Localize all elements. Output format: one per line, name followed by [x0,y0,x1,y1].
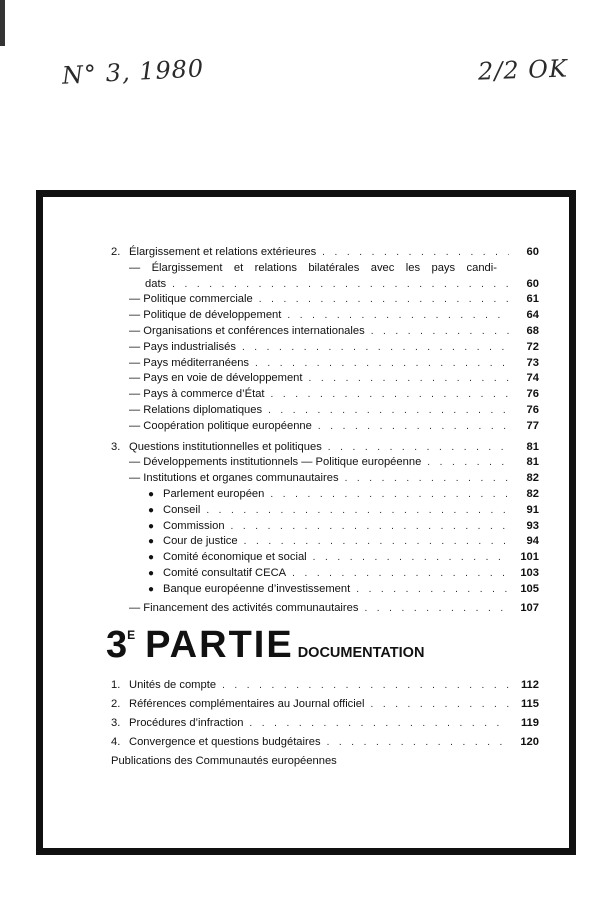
toc-item[interactable] [111,419,539,435]
section-number: 3. [111,440,121,453]
toc-item[interactable] [111,356,539,372]
toc-item[interactable] [111,371,539,387]
item-title: Parlement européen [163,487,265,500]
toc-item[interactable] [111,387,539,403]
item-title: Banque européenne d’investissement [163,582,351,595]
section-title: Élargissement et relations extérieures [129,246,317,258]
toc-item[interactable] [111,324,539,340]
toc-item[interactable] [111,601,539,617]
toc-item[interactable] [111,471,539,487]
leader-dots [268,403,509,419]
part-number-superscript: E [127,628,136,643]
documentation-list [111,676,539,771]
leader-dots [345,471,509,487]
toc-item-continuation[interactable] [111,277,539,293]
page-number: 81 [526,440,539,453]
item-title: — Pays méditerranéens [129,356,250,369]
leader-dots [255,356,509,372]
item-title: — Pays en voie de développement [129,372,303,385]
leader-dots [249,714,509,733]
page-number: 103 [520,566,539,579]
leader-dots [172,277,509,293]
leader-dots [328,440,509,456]
leader-dots [271,387,509,403]
toc-item[interactable] [111,403,539,419]
item-title: Cour de justice [163,535,238,548]
toc-bullet-item[interactable] [111,550,539,566]
item-title: — Pays industrialisés [129,340,236,353]
leader-dots [244,534,509,550]
page-number: 120 [520,736,539,749]
toc-bullet-item[interactable] [111,503,539,519]
page-number: 107 [520,601,539,614]
leader-dots [327,733,509,752]
item-title: — Politique commerciale [129,293,253,306]
bullet-icon: ● [148,552,155,564]
page-number: 81 [526,456,539,469]
bullet-icon: ● [148,488,155,500]
item-title-line2: dats [145,277,167,290]
page-number: 72 [526,340,539,353]
leader-dots [231,519,509,535]
item-title: Commission [163,519,225,532]
page-number: 77 [526,419,539,432]
leader-dots [313,550,509,566]
item-title: Conseil [163,503,201,516]
page-number: 82 [526,487,539,500]
leader-dots [318,419,509,435]
toc-doc-item[interactable] [111,733,539,752]
leader-dots [322,245,509,261]
bullet-icon: ● [148,536,155,548]
toc-bullet-item[interactable] [111,487,539,503]
bullet-icon: ● [148,567,155,579]
part-subtitle: DOCUMENTATION [297,645,425,662]
page-number: 115 [520,698,539,711]
toc-publications[interactable] [111,752,539,771]
page-number: 76 [526,388,539,401]
item-number: 4. [111,736,121,749]
page-number: 112 [520,679,539,692]
toc-doc-item[interactable] [111,676,539,695]
item-title: — Institutions et organes communautaires [129,472,339,485]
section-number: 2. [111,246,121,258]
page-number: 64 [526,309,539,322]
table-of-contents [106,245,539,771]
toc-item[interactable] [111,292,539,308]
leader-dots [370,695,509,714]
toc-doc-item[interactable] [111,695,539,714]
toc-item[interactable] [111,308,539,324]
handwritten-issue-note: N° 3, 1980 [61,54,205,90]
leader-dots [242,340,509,356]
page-number: 60 [526,277,539,290]
toc-item[interactable] [111,455,539,471]
toc-bullet-item[interactable] [111,534,539,550]
page-number: 82 [526,472,539,485]
toc-doc-item[interactable] [111,714,539,733]
page-number: 74 [526,372,539,385]
page-number: 91 [526,503,539,516]
leader-dots [206,503,509,519]
item-title: — Pays à commerce d’État [129,388,265,401]
page-number: 60 [526,246,539,258]
leader-dots [356,582,509,598]
item-title: — Financement des activités communautaires [129,601,359,614]
page-number: 76 [526,403,539,416]
page-number: 119 [520,717,539,730]
toc-bullet-item[interactable] [111,582,539,598]
leader-dots [222,676,509,695]
leader-dots [259,292,509,308]
item-title: Comité économique et social [163,551,307,564]
leader-dots [270,487,509,503]
item-number: 2. [111,698,121,711]
item-title: Convergence et questions budgétaires [129,736,321,749]
toc-bullet-item[interactable] [111,566,539,582]
page-number: 73 [526,356,539,369]
item-title: Publications des Communautés européennes [111,755,337,768]
toc-frame [36,190,576,855]
toc-section-2[interactable] [111,245,539,261]
item-title: — Relations diplomatiques [129,403,263,416]
page-number: 101 [520,551,539,564]
part-word: PARTIE [145,624,294,667]
item-number: 1. [111,679,121,692]
item-title: — Coopération politique européenne [129,419,312,432]
item-title: Unités de compte [129,679,217,692]
toc-item[interactable] [111,261,539,277]
bullet-icon: ● [148,520,155,532]
leader-dots [309,371,509,387]
toc-bullet-item[interactable] [111,519,539,535]
toc-item[interactable] [111,340,539,356]
item-number: 3. [111,717,121,730]
page-number: 61 [526,293,539,306]
scan-edge-mark [0,0,5,46]
item-title: Comité consultatif CECA [163,566,287,579]
item-title-line1: — Élargissement et relations bilatérales avec les pays candi- [129,261,497,274]
toc-section-3[interactable] [111,440,539,456]
leader-dots [427,455,509,471]
bullet-icon: ● [148,583,155,595]
leader-dots [364,601,509,617]
item-title: Références complémentaires au Journal officiel [129,698,365,711]
leader-dots [371,324,509,340]
page-number: 105 [520,582,539,595]
item-title: — Politique de développement [129,309,282,322]
page-number: 93 [526,519,539,532]
leader-dots [292,566,509,582]
item-title: — Développements institutionnels — Politique européenne [129,456,422,469]
bullet-icon: ● [148,504,155,516]
leader-dots [287,308,509,324]
handwritten-page-note: 2/2 OK [477,54,569,86]
item-title: — Organisations et conférences internationales [129,324,365,337]
section-title: Questions institutionnelles et politiques [129,440,322,453]
part-number: 3 [106,624,127,667]
part-heading [106,624,539,667]
page-number: 94 [526,535,539,548]
page-number: 68 [526,324,539,337]
item-title: Procédures d’infraction [129,717,244,730]
